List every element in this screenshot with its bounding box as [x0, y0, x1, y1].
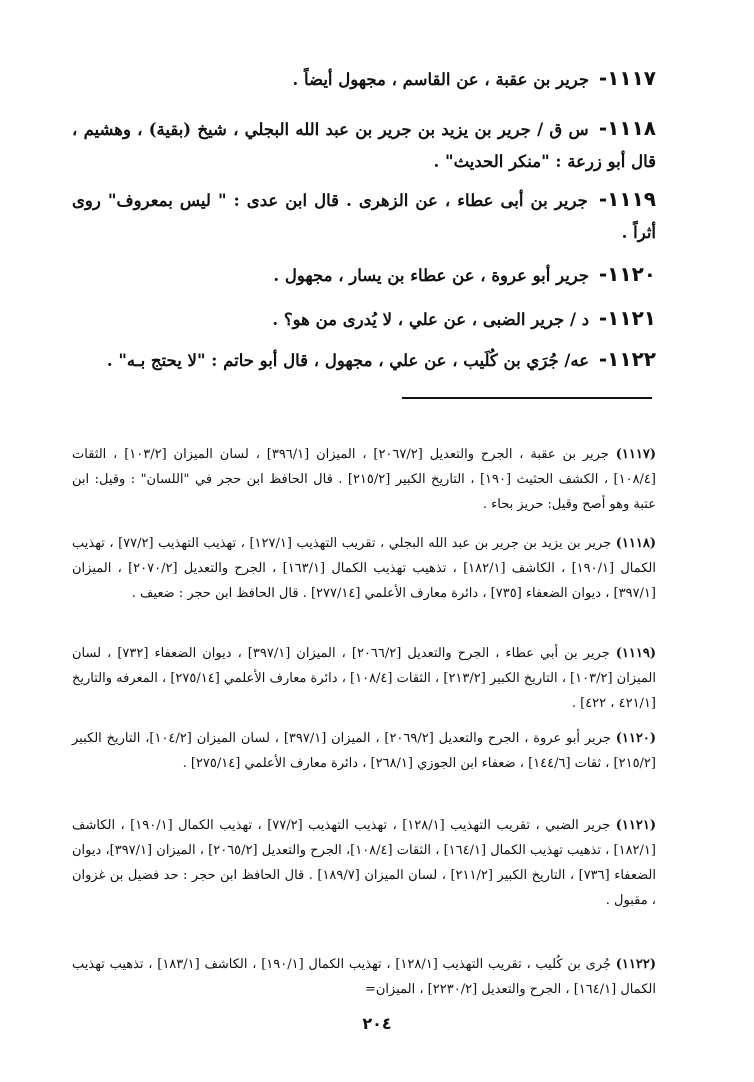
- footnote-1117: [72, 442, 656, 517]
- footnote-text: جرير بن يزيد بن جرير بن عبد الله البجلي ، تقريب التهذيب [١٢٧/١] ، تهذيب التهذيب [٧٧/٢] ، تهذيب الكمال [١٩٠/١] ، الكاشف [١٨٢/١] ، تذهيب تهذيب الكمال [١٦٣/١] ، الجرح والتعديل [٢٠٧٠/٢] ، الميزان [٣٩٧/١] ، ديوان الضعفاء [٧٣٥] ، دائرة معارف الأعلمي [٢٧٧/١٤] . قال الحافظ ابن حجر : ضعيف .: [72, 536, 656, 601]
- entry-text: د / جرير الضبى ، عن علي ، لا يُدرى من هو؟ .: [272, 310, 590, 329]
- entry-text: س ق / جرير بن يزيد بن جرير بن عبد الله البجلي ، شيخ (بقية) ، وهشيم ، قال أبو زرعة : "منكر الحديث" .: [72, 120, 656, 171]
- entry-number: ١١١٨-: [598, 116, 656, 140]
- entry-text: جرير بن عقبة ، عن القاسم ، مجهول أيضاً .: [292, 70, 590, 89]
- entry-number: ١١١٩-: [598, 187, 656, 211]
- footnote-number: (١١١٩): [615, 646, 656, 661]
- footnote-1119: [72, 641, 656, 716]
- footnote-1122: [72, 952, 656, 1002]
- entry-text: جرير أبو عروة ، عن عطاء بن يسار ، مجهول .: [273, 266, 590, 285]
- footnote-number: (١١٢٠): [615, 731, 656, 746]
- footnote-number: (١١١٨): [615, 536, 656, 551]
- entry-text: عه/ جُرَي بن كُلَيب ، عن علي ، مجهول ، قال أبو حاتم : "لا يحتج بـه" .: [106, 351, 590, 370]
- footnote-1121: [72, 813, 656, 913]
- footnote-number: (١١٢٢): [615, 957, 656, 972]
- footnote-text: جرير أبو عروة ، الجرح والتعديل [٢٠٦٩/٢] ، الميزان [٣٩٧/١] ، لسان الميزان [١٠٤/٢]، التاريخ الكبير [٢١٥/٢] ، ثقات [١٤٤/٦] ، ضعفاء ابن الجوزي [٢٦٨/١] ، دائرة معارف الأعلمي [٢٧٥/١٤] .: [72, 731, 656, 771]
- footnote-1120: [72, 726, 656, 776]
- entry-1118: [72, 112, 656, 178]
- entry-number: ١١٢٢-: [598, 347, 656, 371]
- footnote-text: جُرى بن كُليب ، تقريب التهذيب [١٢٨/١] ، تهذيب الكمال [١٩٠/١] ، الكاشف [١٨٣/١] ، تذهيب تهذيب الكمال [١٦٤/١] ، الجرح والتعديل [٢٢٣٠/٢] ، الميزان=: [72, 957, 656, 997]
- footnote-number: (١١١٧): [615, 447, 656, 462]
- footnote-text: جرير الضبي ، تقريب التهذيب [١٢٨/١] ، تهذيب التهذيب [٧٧/٢] ، تهذيب الكمال [١٩٠/١] ، الكاشف [١٨٢/١] ، تذهيب تهذيب الكمال [١٦٤/١] ، الثقات [١٠٨/٤]، الجرح والتعديل [٢٠٦٥/٢] ، الميزان [٣٩٧/١]، ديوان الضعفاء [٧٣٦] ، التاريخ الكبير [٢١١/٢] ، لسان الميزان [١٨٩/٧] . قال الحافظ ابن حجر : حد فضيل بن غزوان ، مقبول .: [72, 818, 656, 908]
- entry-1122: [72, 343, 656, 377]
- entry-number: ١١٢١-: [598, 306, 656, 330]
- entry-1119: [72, 183, 656, 249]
- footnote-text: جرير بن عقبة ، الجرح والتعديل [٢٠٦٧/٢] ، الميزان [٣٩٦/١] ، لسان الميزان [١٠٣/٢] ، الثقات [١٠٨/٤] ، الكشف الحثيث [١٩٠] ، التاريخ الكبير [٢١٥/٢] . قال الحافظ ابن حجر في "اللسان" : وقيل: ابن عتبة وهو أصح وقيل: حريز بحاء .: [72, 447, 656, 512]
- footnote-text: جرير بن أبي عطاء ، الجرح والتعديل [٢٠٦٦/٢] ، الميزان [٣٩٧/١] ، ديوان الضعفاء [٧٣٢] ، لسان الميزان [١٠٣/٢] ، التاريخ الكبير [٢١٣/٢] ، الثقات [١٠٨/٤] ، دائرة معارف الأعلمي [٢٧٥/١٤] ، المعرفه والتاريخ [٤٢١/١ ، ٤٢٢] .: [72, 646, 656, 711]
- footnote-1118: [72, 531, 656, 606]
- footnote-number: (١١٢١): [615, 818, 656, 833]
- entry-number: ١١٢٠-: [598, 262, 656, 286]
- entry-1121: [72, 302, 656, 336]
- entry-number: ١١١٧-: [598, 66, 656, 90]
- entry-1117: [72, 62, 656, 96]
- entry-1120: [72, 258, 656, 292]
- page-number: ٢٠٤: [362, 1014, 392, 1033]
- footnote-separator: [402, 397, 652, 399]
- entry-text: جرير بن أبى عطاء ، عن الزهرى . قال ابن عدى : " ليس بمعروف" روى أثراً .: [72, 191, 656, 242]
